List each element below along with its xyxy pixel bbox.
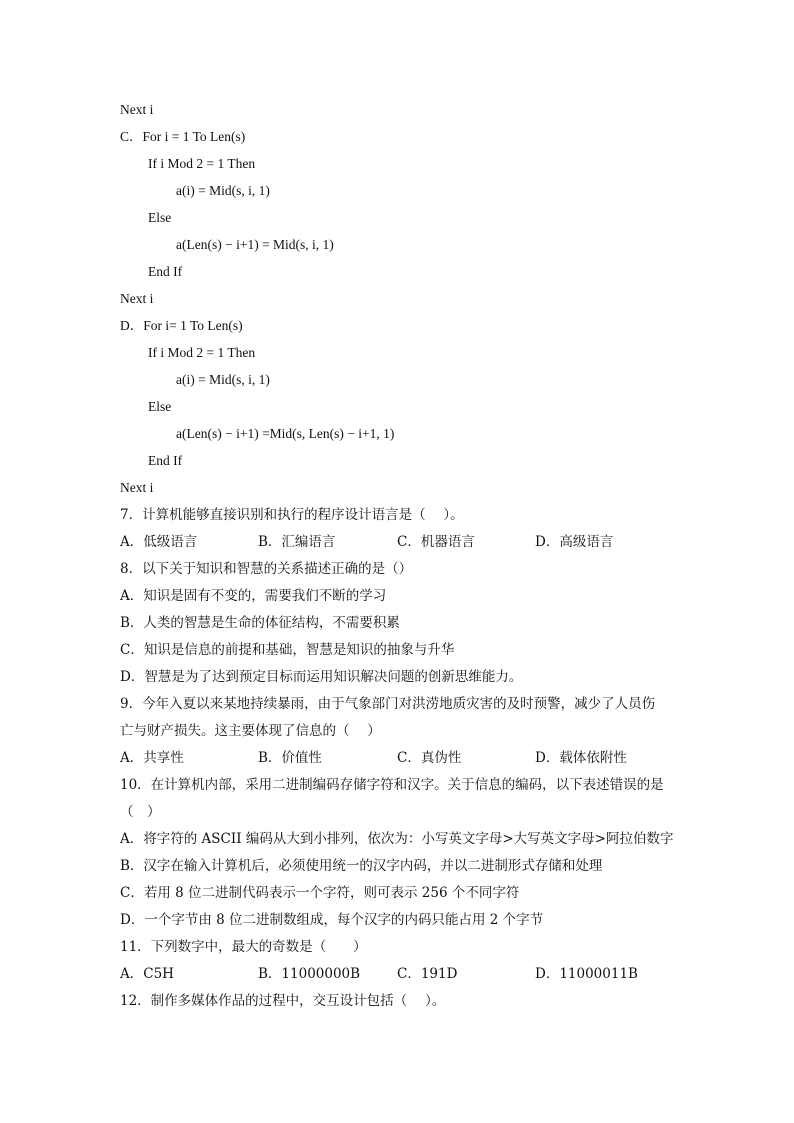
code-line: a(Len(s) − i+1) = Mid(s, i, 1)	[176, 237, 334, 252]
question-7-stem: 7．计算机能够直接识别和执行的程序设计语言是（ ）。	[120, 507, 464, 523]
question-9-stem: 9．今年入夏以来某地持续暴雨，由于气象部门对洪涝地质灾害的及时预警，减少了人员伤	[120, 696, 656, 712]
q7-option-a: A．低级语言	[120, 534, 198, 550]
q7-option-d: D．高级语言	[535, 534, 614, 550]
question-12-stem: 12．制作多媒体作品的过程中，交互设计包括（ ）。	[120, 993, 446, 1009]
q11-option-a: A．C5H	[120, 966, 174, 982]
code-line: Next i	[120, 291, 154, 306]
question-10-stem: 10．在计算机内部，采用二进制编码存储字符和汉字。关于信息的编码，以下表述错误的是	[120, 777, 664, 793]
code-line: a(i) = Mid(s, i, 1)	[176, 183, 270, 198]
option-c-code-start: C．For i = 1 To Len(s)	[120, 129, 246, 144]
q7-option-c: C．机器语言	[397, 534, 475, 550]
code-line: a(Len(s) − i+1) =Mid(s, Len(s) − i+1, 1)	[176, 426, 395, 441]
code-line: Else	[148, 210, 172, 225]
code-line: Next i	[120, 480, 154, 495]
code-line: If i Mod 2 = 1 Then	[148, 345, 256, 360]
question-8-stem: 8．以下关于知识和智慧的关系描述正确的是（）	[120, 561, 413, 577]
q9-option-b: B．价值性	[258, 750, 322, 766]
code-line: End If	[148, 264, 183, 279]
code-line: Next i	[120, 102, 154, 117]
option-d-code-start: D．For i= 1 To Len(s)	[120, 318, 243, 333]
question-10-stem-cont: （ ）	[120, 804, 161, 820]
q11-option-c: C．191D	[397, 966, 458, 982]
q8-option-b: B．人类的智慧是生命的体征结构，不需要积累	[120, 615, 400, 631]
q10-option-c: C．若用 8 位二进制代码表示一个字符，则可表示 256 个不同字符	[120, 885, 520, 901]
q11-option-b: B．11000000B	[258, 966, 361, 982]
q10-option-a: A．将字符的 ASCII 编码从大到小排列，依次为：小写英文字母>大写英文字母>阿拉伯数字	[120, 831, 674, 847]
q11-option-d: D．11000011B	[535, 966, 638, 982]
q9-option-d: D．载体依附性	[535, 750, 627, 766]
question-9-stem-cont: 亡与财产损失。这主要体现了信息的（ ）	[120, 723, 381, 739]
question-11-stem: 11．下列数字中，最大的奇数是（ ）	[120, 939, 367, 955]
code-line: Else	[148, 399, 172, 414]
q9-option-a: A．共享性	[120, 750, 184, 766]
q8-option-c: C．知识是信息的前提和基础，智慧是知识的抽象与升华	[120, 642, 455, 658]
q7-option-b: B．汇编语言	[258, 534, 336, 550]
code-line: a(i) = Mid(s, i, 1)	[176, 372, 270, 387]
q10-option-b: B．汉字在输入计算机后，必须使用统一的汉字内码，并以二进制形式存储和处理	[120, 858, 603, 874]
q9-option-c: C．真伪性	[397, 750, 462, 766]
q10-option-d: D．一个字节由 8 位二进制数组成，每个汉字的内码只能占用 2 个字节	[120, 912, 544, 928]
code-line: End If	[148, 453, 183, 468]
code-line: If i Mod 2 = 1 Then	[148, 156, 256, 171]
q8-option-a: A．知识是固有不变的，需要我们不断的学习	[120, 588, 387, 604]
q8-option-d: D．智慧是为了达到预定目标而运用知识解决问题的创新思维能力。	[120, 669, 523, 685]
